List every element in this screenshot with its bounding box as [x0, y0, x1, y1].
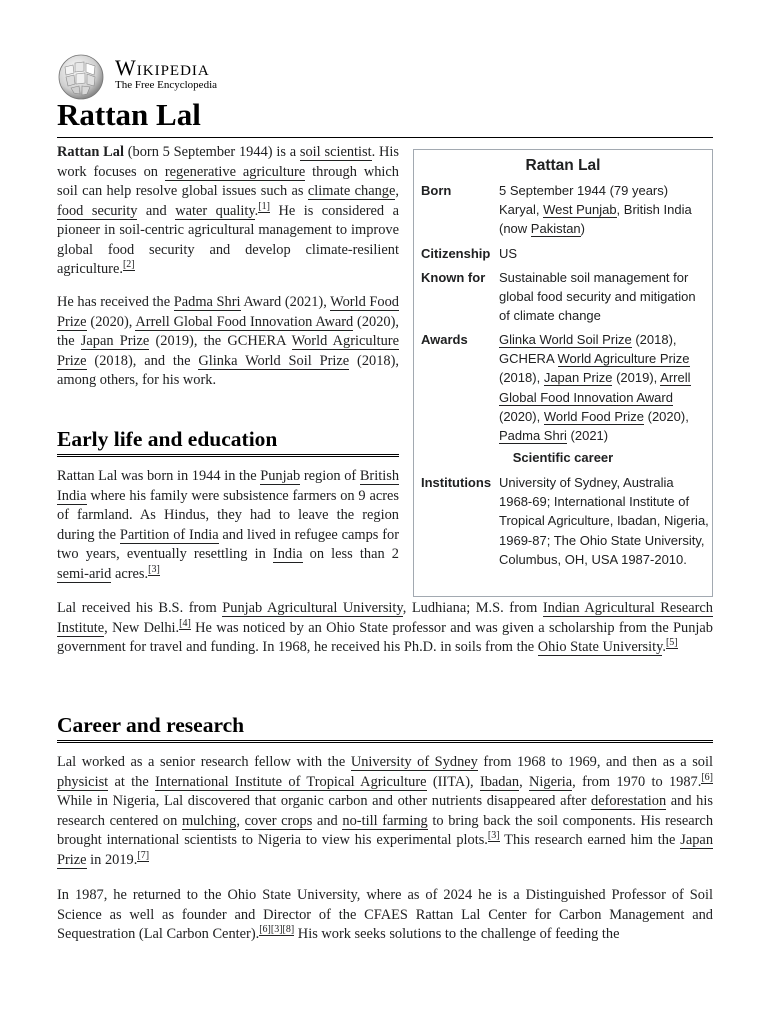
link-glinka-prize-ib[interactable]: Glinka World Soil Prize — [499, 332, 632, 347]
link-climate-change[interactable]: climate change — [307, 183, 396, 199]
intro-paragraph-1 — [57, 143, 399, 280]
text: , — [395, 183, 399, 199]
wikipedia-globe-logo[interactable] — [57, 53, 105, 101]
infobox-value-citizenship: US — [499, 246, 518, 261]
link-padma-shri-ib[interactable]: Padma Shri — [499, 428, 567, 444]
site-header — [57, 53, 357, 95]
title-divider — [57, 137, 713, 138]
link-nigeria[interactable]: Nigeria — [529, 773, 573, 790]
link-world-agriculture-prize[interactable]: World Agriculture Prize — [57, 333, 399, 369]
text: . — [254, 202, 259, 219]
infobox — [413, 149, 713, 597]
link-mulching[interactable]: mulching — [181, 812, 237, 829]
citation-5[interactable]: [5] — [665, 637, 678, 649]
link-university-of-sydney[interactable]: University of Sydney — [350, 754, 478, 770]
infobox-value-institutions: University of Sydney, Australia 1968-69; International Institute of Tropical Agriculture, Ibadan, Nigeria, 1969-87; The Ohio State University, Columbus, OH, USA 1987-2010. — [499, 475, 709, 567]
link-water-quality[interactable]: water quality — [175, 202, 255, 219]
text: (2020), the — [57, 313, 400, 349]
text: , — [519, 773, 530, 790]
text: and his research centered on — [57, 793, 713, 829]
text: , Ludhiana; M.S. from — [402, 600, 543, 616]
text: and — [312, 812, 343, 829]
text: , British India (now — [499, 202, 692, 237]
text: Lal received his B.S. from — [57, 600, 223, 616]
text: (2018), among others, for his work. — [57, 352, 400, 388]
link-soil-scientist[interactable]: soil scientist — [299, 144, 372, 160]
text: and — [137, 202, 176, 219]
text: where his family were subsistence farmers on 9 acres of farmland. As Hindus, they had to leave the region during the — [57, 487, 399, 543]
text: (born 5 September 1944) is a — [123, 144, 300, 160]
link-world-food-prize-ib[interactable]: World Food Prize — [543, 408, 644, 424]
infobox-value-known-for: Sustainable soil management for global food security and mitigation of climate change — [499, 270, 696, 324]
infobox-value-awards — [499, 330, 709, 445]
text: and lived in refugee camps for two years, eventually resettling in — [57, 526, 399, 562]
citation-7[interactable]: [7] — [137, 849, 150, 861]
text: in 2019. — [86, 851, 138, 868]
heading-early-life: Early life and education — [57, 427, 278, 451]
link-deforestation[interactable]: deforestation — [591, 793, 667, 809]
link-west-punjab[interactable]: West Punjab — [543, 202, 617, 218]
text: , New Delhi. — [104, 619, 180, 636]
text: , from 1970 to 1987. — [572, 773, 702, 790]
text: 5 September 1944 (79 years) — [499, 183, 669, 198]
text: While in Nigeria, Lal discovered that organic carbon and other nutrients disappeared after — [57, 793, 592, 809]
career-paragraph-2 — [57, 886, 713, 945]
lead-bold-name: Rattan Lal — [57, 144, 124, 160]
link-iari[interactable]: Indian Agricultural Research Institute — [57, 600, 713, 636]
text: (IITA), — [426, 773, 480, 790]
link-ibadan[interactable]: Ibadan — [479, 773, 520, 790]
text: . His work focuses on — [57, 144, 400, 180]
link-world-food-prize[interactable]: World Food Prize — [57, 294, 399, 330]
heading-career: Career and research — [57, 713, 245, 737]
infobox-label-known-for: Known for — [421, 270, 486, 285]
infobox-label-born: Born — [421, 183, 452, 198]
link-india[interactable]: India — [272, 546, 303, 562]
text: (2020), — [499, 408, 544, 424]
early-life-paragraph-2 — [57, 599, 713, 658]
link-punjab-agricultural-university[interactable]: Punjab Agricultural University — [222, 600, 403, 616]
text: In 1987, he returned to the Ohio State University, where as of 2024 he is a Distinguished Professor of Soil Science as well as founder and Director of the CFAES Rattan Lal Center for Carbon Management and Sequestration (Lal Carbon Center). — [57, 887, 713, 942]
heading-early-life-divider — [57, 454, 399, 457]
text: (2020), — [644, 408, 689, 424]
text: from 1968 to 1969, and then as a soil — [477, 754, 713, 770]
text: (2019), — [612, 370, 661, 386]
citation-3[interactable]: [3] — [148, 563, 160, 575]
link-partition-of-india[interactable]: Partition of India — [119, 526, 219, 543]
text: He is considered a pioneer in soil-centric agricultural management to improve global food security and develop climate-resilient agriculture. — [57, 202, 399, 277]
link-padma-shri[interactable]: Padma Shri — [173, 294, 241, 310]
text: (2021) — [566, 428, 609, 444]
text: Lal worked as a senior research fellow with the — [57, 754, 351, 770]
text: (2018), — [499, 370, 544, 386]
text: region of — [300, 468, 360, 484]
citation-4[interactable]: [4] — [179, 617, 191, 629]
link-arrell-award-ib[interactable]: Arrell Global Food Innovation Award — [499, 370, 691, 405]
link-iita[interactable]: International Institute of Tropical Agriculture — [155, 773, 427, 790]
text: . — [662, 639, 666, 655]
link-glinka-prize[interactable]: Glinka World Soil Prize — [198, 352, 350, 369]
citation-1[interactable]: [1] — [258, 200, 270, 212]
link-no-till-farming[interactable]: no-till farming — [342, 812, 428, 829]
text: ) — [580, 221, 586, 237]
infobox-title: Rattan Lal — [525, 157, 601, 174]
infobox-subheader-scientific-career: Scientific career — [512, 450, 614, 465]
infobox-label-citizenship: Citizenship — [421, 246, 491, 261]
citation-3b[interactable]: [3] — [487, 830, 500, 842]
heading-career-divider — [57, 740, 713, 743]
text: He was noticed by an Ohio State professor and was given a scholarship from the Punjab government for travel and funding. In 1968, he received his Ph.D. in soils from the — [57, 619, 713, 655]
link-world-agriculture-prize-ib[interactable]: World Agriculture Prize — [557, 351, 690, 367]
text: (2020), — [86, 313, 136, 330]
text: on less than 2 — [302, 546, 399, 562]
early-life-paragraph-1 — [57, 467, 399, 584]
link-arrell-award[interactable]: Arrell Global Food Innovation Award — [135, 313, 354, 330]
infobox-label-awards: Awards — [421, 332, 468, 347]
text: (2019), the GCHERA — [149, 333, 292, 349]
link-japan-prize[interactable]: Japan Prize — [80, 333, 150, 349]
page-title: Rattan Lal — [57, 97, 201, 132]
wikipedia-tagline: The Free Encyclopedia — [115, 79, 218, 91]
link-physicist[interactable]: physicist — [57, 773, 109, 790]
text: He has received the — [57, 294, 174, 310]
link-pakistan[interactable]: Pakistan — [530, 221, 581, 237]
infobox-label-institutions: Institutions — [421, 475, 492, 490]
link-food-security[interactable]: food security — [57, 202, 138, 219]
link-regenerative-agriculture[interactable]: regenerative agriculture — [164, 163, 306, 180]
text: , — [236, 812, 245, 829]
wikipedia-wordmark[interactable]: Wikipedia — [115, 55, 210, 80]
text: acres. — [111, 565, 149, 582]
career-paragraph-1 — [57, 753, 713, 870]
citation-6-3-8[interactable]: [6][3][8] — [259, 924, 295, 936]
text: His work seeks solutions to the challenge of feeding the — [294, 926, 620, 942]
text: (2018), and the — [86, 352, 199, 369]
link-cover-crops[interactable]: cover crops — [244, 812, 313, 829]
link-semi-arid[interactable]: semi-arid — [57, 565, 112, 582]
text: Karyal, — [499, 202, 544, 218]
link-punjab[interactable]: Punjab — [260, 468, 301, 484]
text: This research earned him the — [499, 832, 681, 848]
link-japan-prize-2[interactable]: Japan Prize — [57, 832, 714, 868]
text: to bring back the soil components. His research brought international scientists to Nigeria to view his experimental plots. — [57, 812, 714, 848]
text: Award (2021), — [240, 294, 331, 310]
citation-6[interactable]: [6] — [701, 771, 714, 783]
link-british-india[interactable]: British India — [57, 468, 400, 504]
infobox-value-born — [499, 181, 709, 239]
link-ohio-state-university[interactable]: Ohio State University — [537, 639, 663, 655]
text: at the — [108, 773, 156, 790]
link-japan-prize-ib[interactable]: Japan Prize — [543, 370, 613, 386]
intro-paragraph-2 — [57, 293, 399, 391]
text: through which soil can help resolve global issues such as — [57, 163, 400, 199]
text: (2018), GCHERA — [499, 332, 677, 367]
text: Rattan Lal was born in 1944 in the — [57, 468, 261, 484]
citation-2[interactable]: [2] — [122, 259, 135, 271]
